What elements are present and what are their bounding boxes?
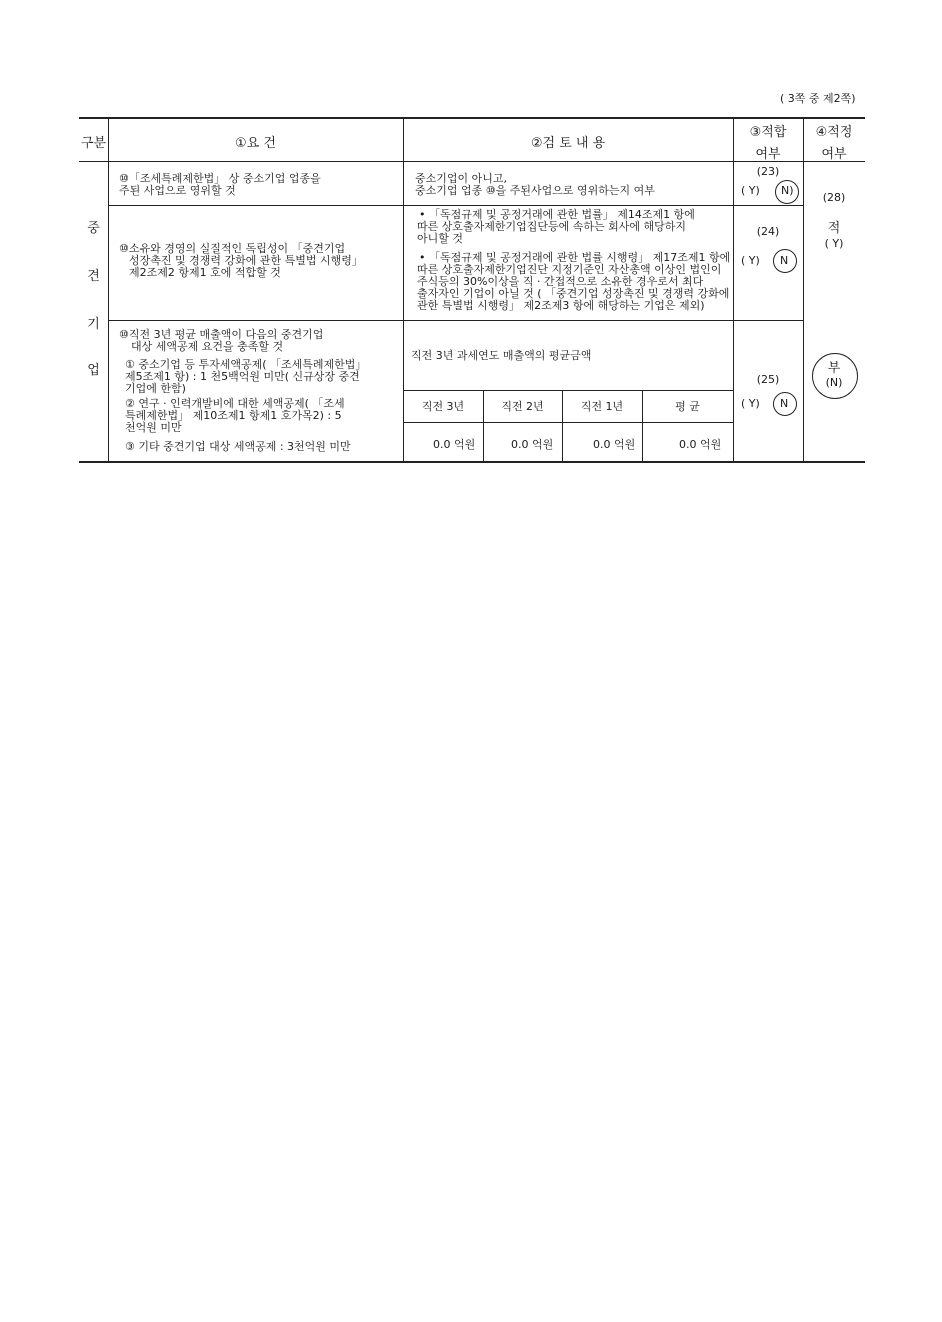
category-char-4: 업 xyxy=(87,363,100,378)
row2-review-line4: • 「독점규제 및 공정거래에 관한 법률 시행령」 제17조제1 항에 xyxy=(419,251,731,264)
row2-review-line1: • 「독점규제 및 공정거래에 관한 법률」 제14조제1 항에 xyxy=(419,208,695,221)
final-bottom-value: 부 xyxy=(827,361,841,376)
row3-req-line5: 기업에 한함) xyxy=(125,382,186,395)
row2-req-line3: 제2조제2 항제1 호에 적합할 것 xyxy=(129,266,281,279)
final-top-yn: ( Y) xyxy=(824,237,844,250)
row3-req-line3: ① 중소기업 등 투자세액공제( 「조세특례제한법」 xyxy=(125,358,367,371)
header-final-line1: ④적정 xyxy=(815,125,853,140)
row2-review-line8: 관한 특별법 시행령」 제2조제3 항에 해당하는 기업은 제외) xyxy=(417,299,705,312)
sales-header-2y: 직전 2년 xyxy=(501,400,544,413)
row3-req-line9: ③ 기타 중견기업 대상 세액공제 : 3천억원 미만 xyxy=(125,440,351,453)
row1-code: (23) xyxy=(756,165,780,178)
row3-req-line6: ② 연구 · 인력개발비에 대한 세액공제( 「조세 xyxy=(125,397,345,410)
sales-header-avg: 평 균 xyxy=(675,400,700,413)
category-char-3: 기 xyxy=(87,317,100,332)
category-char-2: 견 xyxy=(87,269,100,284)
header-category: 구분 xyxy=(80,136,107,151)
row3-req-line4: 제5조제1 항) : 1 천5백억원 미만( 신규상장 중견 xyxy=(125,370,360,383)
row2-review-line5: 따른 상호출자제한기업진단 지정기준인 자산총액 이상인 법인이 xyxy=(417,263,722,276)
header-final-line2: 여부 xyxy=(821,147,847,162)
row2-review-line7: 출자자인 기업이 아닐 것 ( 「중견기업 성장촉진 및 경쟁력 강화에 xyxy=(417,287,730,300)
header-fit-line2: 여부 xyxy=(755,147,781,162)
row3-code: (25) xyxy=(756,373,780,386)
row2-req-line2: 성장촉진 및 경쟁력 강화에 관한 특별법 시행령」 xyxy=(129,254,363,267)
row3-review-title: 직전 3년 과세연도 매출액의 평균금액 xyxy=(411,349,592,362)
row3-req-line8: 천억원 미만 xyxy=(125,421,182,434)
sales-header-3y: 직전 3년 xyxy=(421,400,465,413)
row2-review-line6: 주식등의 30%이상을 직 · 간접적으로 소유한 경우로서 최다 xyxy=(417,275,704,288)
final-bottom-yn: (N) xyxy=(825,376,843,389)
header-fit-line1: ③적합 xyxy=(749,125,787,140)
review-table xyxy=(79,117,865,463)
page-indicator: ( 3쪽 중 제2쪽) xyxy=(780,92,856,105)
row1-req-line1: ⑩「조세특례제한법」 상 중소기업 업종을 xyxy=(119,172,321,185)
sales-value-2y: 0.0 억원 xyxy=(511,438,554,451)
final-code: (28) xyxy=(822,191,846,204)
row2-review-line3: 아니할 것 xyxy=(417,232,464,245)
row3-yes: ( Y) xyxy=(741,397,760,410)
row3-req-line2: 대상 세액공제 요건을 충족할 것 xyxy=(131,340,284,353)
row1-no: N) xyxy=(781,184,794,197)
header-review: ②검 토 내 용 xyxy=(530,136,606,151)
row3-req-line1: ⑩직전 3년 평균 매출액이 다음의 중견기업 xyxy=(119,328,324,341)
row2-yes: ( Y) xyxy=(741,254,760,267)
row1-req-line2: 주된 사업으로 영위할 것 xyxy=(119,184,236,197)
row1-review-line1: 중소기업이 아니고, xyxy=(415,172,508,185)
row2-no: N xyxy=(780,254,789,267)
sales-value-avg: 0.0 억원 xyxy=(679,438,722,451)
final-top-value: 적 xyxy=(827,221,841,236)
row1-review-line2: 중소기업 업종 ⑩을 주된사업으로 영위하는지 여부 xyxy=(415,184,655,197)
row2-req-line1: ⑩소유와 경영의 실질적인 독립성이 「중견기업 xyxy=(119,242,346,255)
category-char-1: 중 xyxy=(87,221,100,236)
sales-value-3y: 0.0 억원 xyxy=(433,438,476,451)
sales-header-1y: 직전 1년 xyxy=(580,400,624,413)
header-requirement: ①요 건 xyxy=(235,136,276,151)
row2-code: (24) xyxy=(756,225,780,238)
row3-no: N xyxy=(780,397,789,410)
row3-req-line7: 특례제한법」 제10조제1 항제1 호가목2) : 5 xyxy=(125,409,342,422)
row1-yes: ( Y) xyxy=(741,184,760,197)
row2-review-line2: 따른 상호출자제한기업집단등에 속하는 회사에 해당하지 xyxy=(417,220,687,233)
sales-value-1y: 0.0 억원 xyxy=(593,438,636,451)
